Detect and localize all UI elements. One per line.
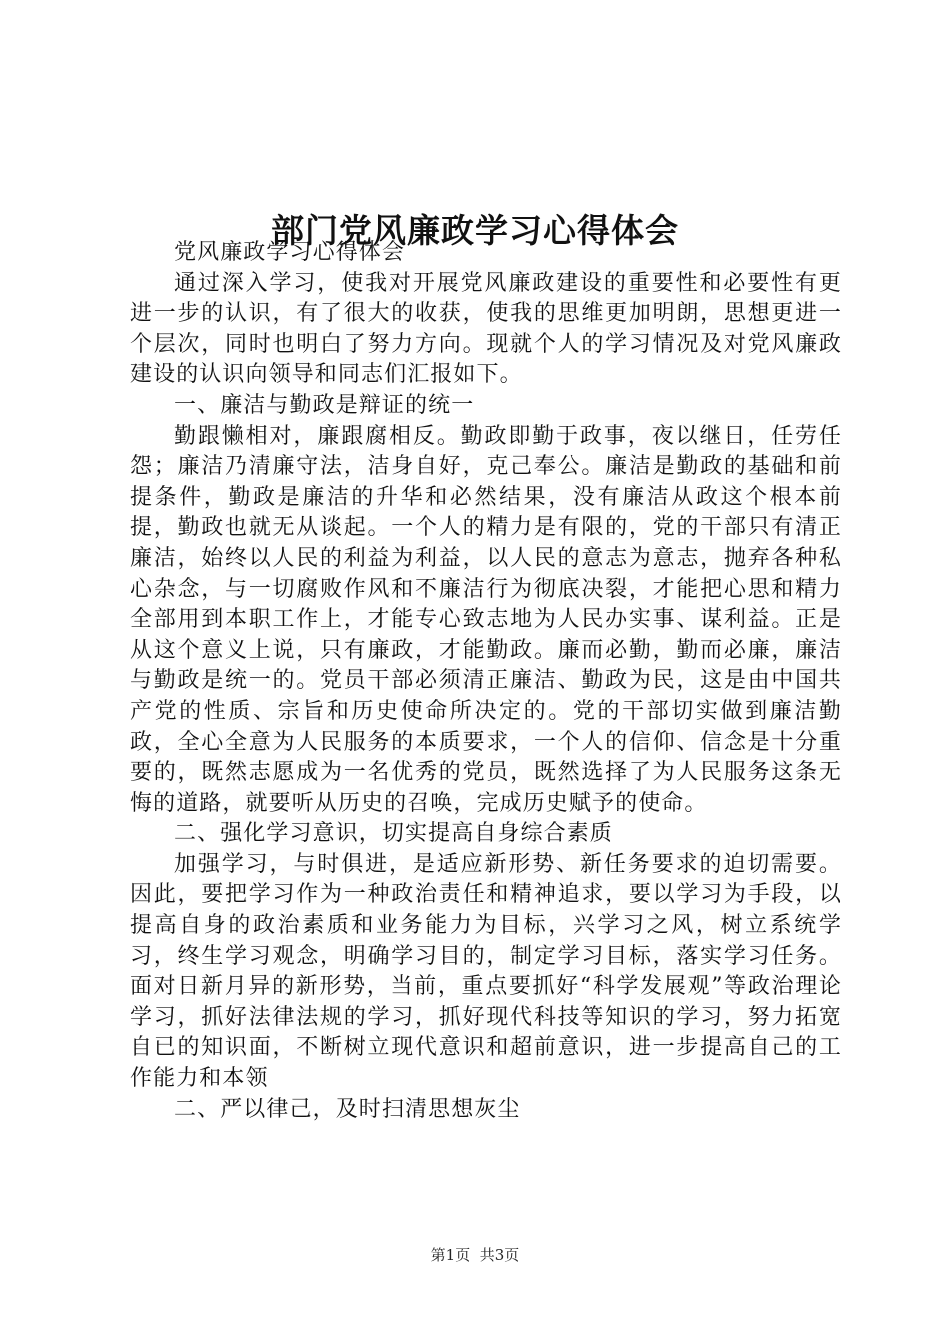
paragraph-subtitle: 党风廉政学习心得体会 (174, 240, 406, 265)
section-heading-1: 一、廉洁与勤政是辩证的统一 (174, 392, 475, 418)
section-heading-2: 二、强化学习意识，切实提高自身综合素质 (174, 821, 613, 847)
page-footer (0, 1245, 950, 1265)
paragraph-section-2: 加强学习，与时俱进，是适应新形势、新任务要求的迫切需要。因此，要把学习作为一种政治责任和精神追求，要以学习为手段，以提高自身的政治素质和业务能力为目标，兴学习之风，树立系统学习，终生学习观念，明确学习目的，制定学习目标，落实学习任务。面对日新月异的新形势，当前，重点要抓好“科学发展观”等政治理论学习，抓好法律法规的学习，抓好现代科技等知识的学习，努力拓宽自已的知识面，不断树立现代意识和超前意识，进一步提高自己的工作能力和本领 (130, 851, 842, 1092)
paragraph-section-1: 勤跟懒相对，廉跟腐相反。勤政即勤于政事，夜以继日，任劳任怨；廉洁乃清廉守法，洁身自好，克己奉公。廉洁是勤政的基础和前提条件，勤政是廉洁的升华和必然结果，没有廉洁从政这个根本前提，勤政也就无从谈起。一个人的精力是有限的，党的干部只有清正廉洁，始终以人民的利益为利益，以人民的意志为意志，抛弃各种私心杂念，与一切腐败作风和不廉洁行为彻底决裂，才能把心思和精力全部用到本职工作上，才能专心致志地为人民办实事、谋利益。正是从这个意义上说，只有廉政，才能勤政。廉而必勤，勤而必廉，廉洁与勤政是统一的。党员干部必须清正廉洁、勤政为民，这是由中国共产党的性质、宗旨和历史使命所决定的。党的干部切实做到廉洁勤政，全心全意为人民服务的本质要求，一个人的信仰、信念是十分重要的，既然志愿成为一名优秀的党员，既然选择了为人民服务这条无悔的道路，就要听从历史的召唤，完成历史赋予的使命。 (130, 423, 842, 816)
page-total: 共3页 (479, 1246, 520, 1264)
section-heading-3: 二、严以律己，及时扫清思想灰尘 (174, 1096, 521, 1122)
document-title: 部门党风廉政学习心得体会 (271, 211, 679, 251)
page-number: 第1页 (430, 1246, 471, 1264)
paragraph-intro: 通过深入学习，使我对开展党风廉政建设的重要性和必要性有更进一步的认识，有了很大的收获，使我的思维更加明朗，思想更进一个层次，同时也明白了努力方向。现就个人的学习情况及对党风廉政建设的认识向领导和同志们汇报如下。 (130, 270, 842, 388)
document-body (130, 238, 842, 1125)
